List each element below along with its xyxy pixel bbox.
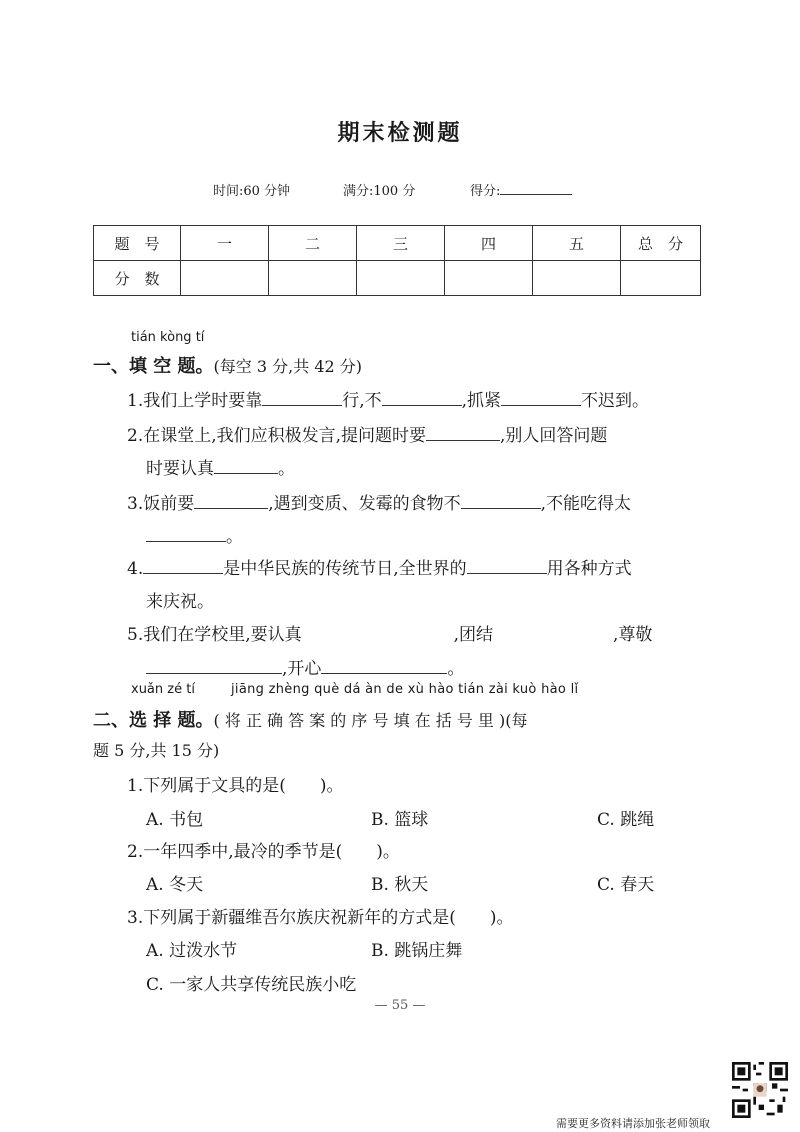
s1-question-5: 5.我们在学校里,要认真 ,团结 ,尊敬 [127, 625, 653, 645]
table-header-cell: 总 分 [621, 226, 701, 261]
s1-question-4: 4. 是中华民族的传统节日,全世界的 用各种方式 [127, 559, 632, 579]
answer-blank[interactable] [194, 508, 268, 509]
qr-code-icon [732, 1062, 788, 1118]
section1-note: (每空 3 分,共 42 分) [213, 357, 363, 376]
section2-note-pinyin: jiāng zhèng què dá àn de xù hào tián zài kuò hào lǐ [231, 682, 579, 697]
answer-blank[interactable] [501, 405, 581, 406]
s1-question-2: 2.在课堂上,我们应积极发言,提问题时要 ,别人回答问题 [127, 426, 608, 446]
option-b[interactable]: B. 秋天 [371, 875, 429, 895]
table-header-cell: 题 号 [94, 226, 181, 261]
s1-question-4-cont: 来庆祝。 [146, 592, 214, 612]
table-row-label: 分 数 [94, 261, 181, 296]
s2-question-3: 3.下列属于新疆维吾尔族庆祝新年的方式是( )。 [127, 908, 514, 928]
answer-blank[interactable] [461, 508, 541, 509]
s1-question-3-cont: 。 [146, 522, 243, 547]
score-cell[interactable] [357, 261, 445, 296]
score-blank[interactable] [500, 194, 572, 195]
answer-blank[interactable] [143, 573, 223, 574]
s1-question-1: 1.我们上学时要靠 行,不 ,抓紧 不迟到。 [127, 391, 650, 411]
score-table [93, 225, 701, 296]
table-header-cell: 二 [269, 226, 357, 261]
section2-note: ( 将 正 确 答 案 的 序 号 填 在 括 号 里 )(每 [213, 711, 528, 730]
answer-blank[interactable] [467, 573, 547, 574]
option-a[interactable]: A. 书包 [146, 810, 204, 830]
table-header-cell: 四 [445, 226, 533, 261]
answer-blank[interactable] [146, 541, 226, 542]
score-label: 得分: [470, 180, 572, 199]
option-a[interactable]: A. 过泼水节 [146, 941, 238, 961]
answer-blank[interactable] [426, 440, 500, 441]
section1-heading [93, 352, 362, 378]
s2-question-2: 2.一年四季中,最冷的季节是( )。 [127, 842, 400, 862]
answer-blank[interactable] [146, 673, 282, 674]
section2-note-cont: 题 5 分,共 15 分) [93, 741, 220, 760]
score-table-score-row [94, 261, 701, 296]
option-b[interactable]: B. 跳锅庄舞 [371, 941, 463, 961]
score-cell[interactable] [181, 261, 269, 296]
answer-blank[interactable] [262, 405, 342, 406]
score-table-header-row [94, 226, 701, 261]
option-c[interactable]: C. 跳绳 [597, 810, 655, 830]
option-b[interactable]: B. 篮球 [371, 810, 429, 830]
section2-pinyin: xuǎn zé tí [131, 682, 195, 697]
table-header-cell: 五 [533, 226, 621, 261]
section2-title: 二、选 择 题。 [93, 710, 214, 731]
score-cell[interactable] [621, 261, 701, 296]
table-header-cell: 三 [357, 226, 445, 261]
full-score-label: 满分:100 分 [343, 184, 416, 199]
option-c[interactable]: C. 一家人共享传统民族小吃 [146, 975, 357, 995]
s1-question-5-cont: ,开心 。 [146, 654, 464, 679]
option-a[interactable]: A. 冬天 [146, 875, 204, 895]
answer-blank[interactable] [382, 405, 462, 406]
section1-title: 一、填 空 题。 [93, 356, 214, 377]
table-header-cell: 一 [181, 226, 269, 261]
page-number: — 55 — [374, 998, 426, 1013]
answer-blank[interactable] [321, 673, 447, 674]
time-label: 时间:60 分钟 [213, 184, 291, 199]
s1-question-2-cont: 时要认真 。 [146, 459, 295, 479]
score-cell[interactable] [533, 261, 621, 296]
s2-question-1: 1.下列属于文具的是( )。 [127, 776, 344, 796]
footer-note: 需要更多资料请添加张老师领取 [556, 1117, 710, 1130]
section1-pinyin: tián kòng tí [131, 330, 205, 345]
answer-blank[interactable] [214, 473, 278, 474]
section2-heading [93, 706, 527, 732]
option-c[interactable]: C. 春天 [597, 875, 655, 895]
score-cell[interactable] [269, 261, 357, 296]
s1-question-3: 3.饭前要 ,遇到变质、发霉的食物不 ,不能吃得太 [127, 494, 632, 514]
score-cell[interactable] [445, 261, 533, 296]
page-title: 期末检测题 [337, 121, 463, 146]
